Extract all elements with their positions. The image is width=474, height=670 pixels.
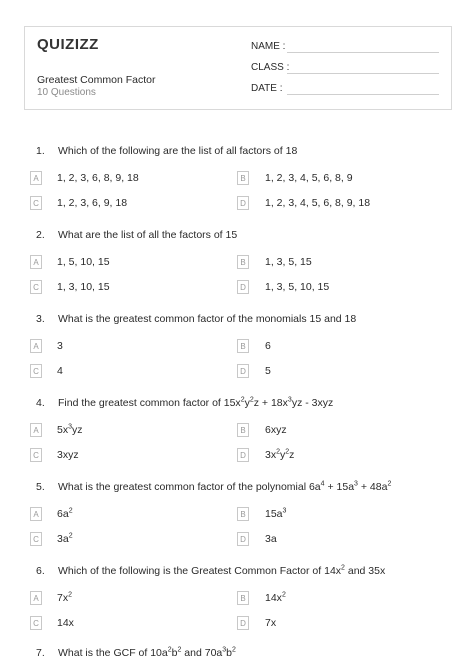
answer-option: $7x^2$ (57, 591, 72, 604)
option-letter-box[interactable]: B (237, 171, 249, 185)
answer-option: 3xyz (57, 449, 79, 461)
answer-option: $15a^3$ (265, 507, 287, 520)
question-number: 5. (36, 481, 45, 493)
option-letter-box[interactable]: B (237, 423, 249, 437)
answer-option: $3x^2y^2z$ (265, 448, 295, 461)
question-text (36, 565, 385, 577)
question-prompt: What is the GCF of $10a^2b^2$ and $70a^3b^2$ (58, 646, 236, 659)
question-text (36, 647, 236, 659)
option-letter-box[interactable]: A (30, 507, 42, 521)
option-letter-box[interactable]: B (237, 255, 249, 269)
question-prompt: What is the greatest common factor of the polynomial $6a^4 + 15a^3 + 48a^2$ (58, 480, 392, 493)
date-line[interactable] (287, 94, 439, 95)
answer-option: 1, 3, 5, 15 (265, 256, 312, 268)
answer-option: 5 (265, 365, 271, 377)
question-prompt: What is the greatest common factor of the monomials 15 and 18 (58, 313, 357, 325)
question-text (36, 229, 237, 241)
option-letter-box[interactable]: A (30, 591, 42, 605)
option-letter-box[interactable]: D (237, 364, 249, 378)
option-letter-box[interactable]: C (30, 616, 42, 630)
option-letter-box[interactable]: D (237, 448, 249, 462)
answer-option: $3a^2$ (57, 532, 73, 545)
question-number: 1. (36, 145, 45, 157)
option-letter-box[interactable]: D (237, 280, 249, 294)
option-letter-box[interactable]: B (237, 339, 249, 353)
question-prompt: Which of the following is the Greatest Common Factor of $14x^2$ and 35x (58, 564, 386, 577)
question-number: 6. (36, 565, 45, 577)
answer-option: $14x^2$ (265, 591, 286, 604)
option-letter-box[interactable]: C (30, 364, 42, 378)
option-letter-box[interactable]: D (237, 532, 249, 546)
option-letter-box[interactable]: B (237, 507, 249, 521)
option-letter-box[interactable]: B (237, 591, 249, 605)
option-letter-box[interactable]: C (30, 532, 42, 546)
answer-option: 1, 3, 10, 15 (57, 281, 110, 293)
class-label: CLASS : (251, 62, 290, 73)
question-text (36, 313, 356, 325)
option-letter-box[interactable]: C (30, 448, 42, 462)
option-letter-box[interactable]: D (237, 616, 249, 630)
answer-option: 6 (265, 340, 271, 352)
answer-option: 1, 3, 5, 10, 15 (265, 281, 330, 293)
question-number: 7. (36, 647, 45, 659)
question-prompt: What are the list of all the factors of 15 (58, 229, 238, 241)
option-letter-box[interactable]: C (30, 280, 42, 294)
answer-option: 7x (265, 617, 277, 629)
answer-option: $5x^3yz$ (57, 423, 83, 436)
answer-option: 1, 2, 3, 4, 5, 6, 8, 9 (265, 172, 353, 184)
question-number: 2. (36, 229, 45, 241)
question-number: 4. (36, 397, 45, 409)
worksheet-title: Greatest Common Factor (37, 74, 156, 86)
question-prompt: Which of the following are the list of all factors of 18 (58, 145, 298, 157)
option-letter-box[interactable]: A (30, 339, 42, 353)
answer-option: 3 (57, 340, 63, 352)
question-number: 3. (36, 313, 45, 325)
class-line[interactable] (287, 73, 439, 74)
answer-option: 14x (57, 617, 74, 629)
option-letter-box[interactable]: C (30, 196, 42, 210)
question-count: 10 Questions (37, 87, 96, 98)
question-text (36, 481, 391, 493)
question-text (36, 145, 297, 157)
option-letter-box[interactable]: A (30, 255, 42, 269)
answer-option: 1, 2, 3, 6, 8, 9, 18 (57, 172, 139, 184)
answer-option: 4 (57, 365, 63, 377)
answer-option: 1, 2, 3, 4, 5, 6, 8, 9, 18 (265, 197, 371, 209)
question-text (36, 397, 333, 409)
answer-option: 6xyz (265, 424, 287, 436)
option-letter-box[interactable]: A (30, 171, 42, 185)
answer-option: 1, 2, 3, 6, 9, 18 (57, 197, 128, 209)
name-line[interactable] (287, 52, 439, 53)
question-prompt: Find the greatest common factor of $15x^2y^2z + 18x^3yz - 3xyz$ (58, 396, 334, 409)
answer-option: 3a (265, 533, 277, 545)
option-letter-box[interactable]: D (237, 196, 249, 210)
worksheet-header (24, 26, 452, 110)
date-label: DATE : (251, 83, 283, 94)
option-letter-box[interactable]: A (30, 423, 42, 437)
answer-option: 1, 5, 10, 15 (57, 256, 110, 268)
quizizz-logo: QUIZIZZ (37, 36, 99, 53)
answer-option: $6a^2$ (57, 507, 73, 520)
name-label: NAME : (251, 41, 286, 52)
